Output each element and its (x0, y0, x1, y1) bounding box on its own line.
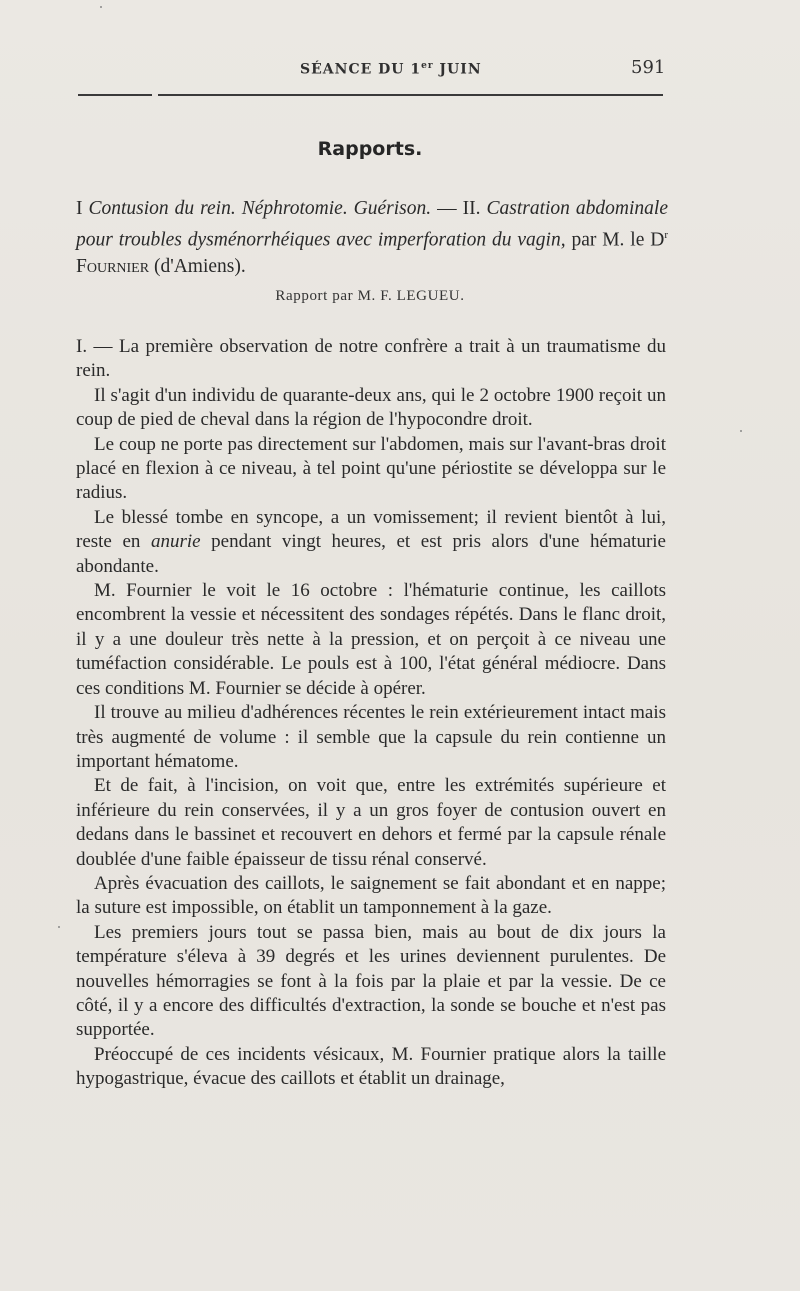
body-text (76, 335, 666, 1092)
section-title: Rapports. (317, 138, 423, 160)
report-title-1: Contusion du rein. Néphrotomie. Guérison. (88, 198, 432, 219)
header-rule-gap (152, 93, 158, 97)
report-title-2: Castration abdominale pour troubles dysménorrhéiques avec imperforation du vagin, (76, 198, 668, 251)
paragraph: Il s'agit d'un individu de quarante-deux ans, qui le 2 octobre 1900 reçoit un coup de pied de cheval dans la région de l'hypocondre droit. (76, 384, 666, 431)
paragraph: Les premiers jours tout se passa bien, mais au bout de dix jours la température s'éleva à 39 degrés et les urines deviennent purulentes. De nouvelles hémorragies se font à la fois par la plaie et par la vessie. De ce côté, il y a encore des difficultés d'extraction, la sonde se bouche et n'est pas supportée. (76, 921, 666, 1041)
paragraph: Et de fait, à l'incision, on voit que, entre les extrémités supérieure et inférieure du rein conservées, il y a un gros foyer de contusion ouvert en dedans dans le bassinet et recouvert en dehors et fermé par la capsule rénale doublée d'une faible épaisseur de tissu rénal conservé. (76, 775, 666, 870)
report-heading: I Contusion du rein. Néphrotomie. Guérison. — II. Castration abdominale pour troubles dysménorrhéiques avec imperforation du vagin, par M. le $D^r$ Fournier (d'Amiens). (76, 198, 668, 277)
paper-speck (740, 430, 742, 432)
paragraph: Il trouve au milieu d'adhérences récentes le rein extérieurement intact mais très augmenté de volume : il semble que la capsule du rein contienne un important hématome. (76, 702, 666, 772)
page-number: 591 (631, 57, 666, 78)
italic-term: anurie (150, 531, 201, 553)
paper-speck (100, 6, 102, 8)
paragraph: Le blessé tombe en syncope, a un vomissement; il revient bientôt à lui, reste en anurie pendant vingt heures, et est pris alors d'une hématurie abondante. (76, 506, 666, 577)
header-rule (78, 94, 663, 96)
paragraph: M. Fournier le voit le 16 octobre : l'hématurie continue, les caillots encombrent la vessie et nécessitent des sondages répétés. Dans le flanc droit, il y a une douleur très nette à la pression, et on perçoit à ce niveau une tuméfaction considérable. Le pouls est à 100, l'état général médiocre. Dans ces conditions M. Fournier se décide à opérer. (76, 580, 666, 699)
report-byline: Rapport par M. F. LEGUEU. (275, 288, 465, 304)
paragraph: Après évacuation des caillots, le saignement se fait abondant et en nappe; la suture est impossible, on établit un tamponnement à la gaze. (76, 872, 666, 919)
paragraph: I. — La première observation de notre confrère a trait à un traumatisme du rein. (76, 336, 666, 382)
running-head (0, 57, 800, 85)
paper-speck (58, 926, 60, 928)
paragraph: Le coup ne porte pas directement sur l'abdomen, mais sur l'avant-bras droit placé en flexion à ce niveau, à tel point qu'une périostite se développa sur le radius. (76, 433, 666, 504)
paragraph: Préoccupé de ces incidents vésicaux, M. Fournier pratique alors la taille hypogastrique, évacue des caillots et établit un drainage, (76, 1043, 666, 1090)
report-author: Fournier (76, 255, 150, 277)
running-title: SÉANCE DU 1er JUIN (300, 61, 482, 78)
